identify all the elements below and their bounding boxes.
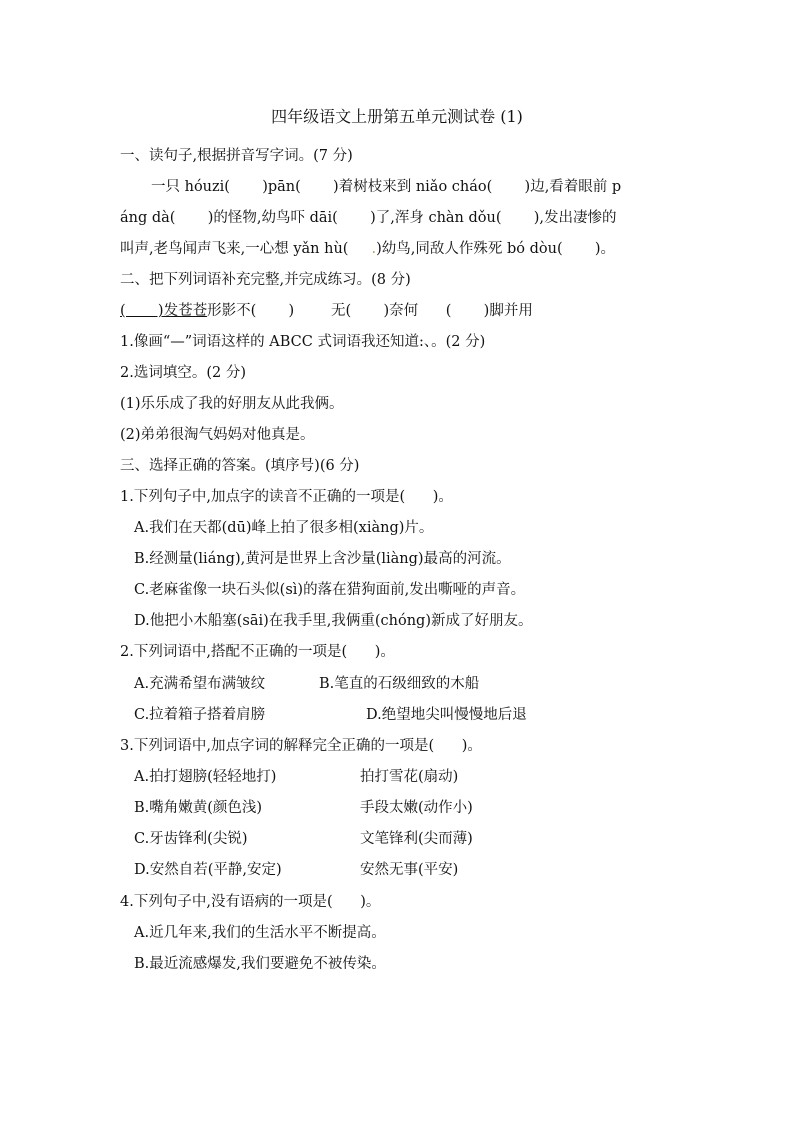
q2-stem: 2.下列词语中,搭配不正确的一项是( )。 — [120, 644, 395, 660]
section1-line-3 — [120, 239, 615, 259]
q2-option-d: D.绝望地尖叫慢慢地后退 — [366, 707, 527, 723]
q1-option-a: A.我们在天都(dū)峰上拍了很多相(xiàng)片。 — [134, 520, 434, 536]
q2-option-a: A.充满希望布满皱纹 — [134, 676, 266, 692]
q3-option-c-right: 文笔锋利(尖而薄) — [360, 831, 473, 847]
section1-heading: 一、读句子,根据拼音写字词。(7 分) — [120, 148, 353, 164]
section2-q2: 2.选词填空。(2 分) — [120, 365, 246, 381]
q1-option-c: C.老麻雀像一块石头似(sì)的落在猎狗面前,发出嘶哑的声音。 — [134, 582, 526, 598]
q1-option-b: B.经测量(liáng),黄河是世界上含沙量(liàng)最高的河流。 — [134, 551, 511, 567]
section2-q1: 1.像画“—”词语这样的 ABCC 式词语我还知道:、。(2 分) — [120, 334, 486, 350]
q3-stem: 3.下列词语中,加点字词的解释完全正确的一项是( )。 — [120, 738, 482, 754]
q3-option-b-left: B.嘴角嫩黄(颜色浅) — [134, 800, 263, 816]
q3-option-a-right: 拍打雪花(扇动) — [360, 769, 459, 785]
q4-option-b: B.最近流感爆发,我们要避免不被传染。 — [134, 956, 386, 972]
section2-q2-item-2: (2)弟弟很淘气妈妈对他真是。 — [120, 427, 315, 443]
section1-line-3-text: 叫声,老鸟闻声飞来,一心想 yǎn hù( — [120, 241, 372, 257]
q1-stem: 1.下列句子中,加点字的读音不正确的一项是( )。 — [120, 489, 453, 505]
section1-line-1: 一只 hóuzi( )pān( )着树枝来到 niǎo cháo( )边,看着眼前 p — [151, 179, 622, 195]
q3-option-d-right: 安然无事(平安) — [360, 862, 459, 878]
q4-stem: 4.下列句子中,没有语病的一项是( )。 — [120, 894, 381, 910]
section1-line-3-tail: )幼鸟,同敌人作殊死 bó dòu( )。 — [376, 241, 616, 257]
page-title: 四年级语文上册第五单元测试卷 (1) — [271, 107, 523, 126]
q3-option-b-right: 手段太嫩(动作小) — [360, 800, 473, 816]
q2-option-c: C.拉着箱子搭着肩膀 — [134, 707, 266, 723]
q1-option-d: D.他把小木船塞(sāi)在我手里,我俩重(chóng)新成了好朋友。 — [134, 613, 533, 629]
q2-option-b: B.笔直的石级细致的木船 — [319, 676, 480, 692]
section3-heading: 三、选择正确的答案。(填序号)(6 分) — [120, 458, 360, 474]
section2-heading: 二、把下列词语补充完整,并完成练习。(8 分) — [120, 272, 411, 288]
section2-fill-line — [120, 301, 533, 321]
q4-option-a: A.近几年来,我们的生活水平不断提高。 — [134, 925, 386, 941]
q3-option-d-left: D.安然自若(平静,安定) — [134, 862, 282, 878]
section2-q2-item-1: (1)乐乐成了我的好朋友从此我俩。 — [120, 396, 344, 412]
section1-line-2: áng dà( )的怪物,幼鸟吓 dāi( )了,浑身 chàn dǒu( ),发出凄惨的 — [120, 210, 617, 226]
decorative-dot: . — [371, 241, 377, 257]
q3-option-c-left: C.牙齿锋利(尖锐) — [134, 831, 248, 847]
fill-items-rest: 形影不( ) 无( )奈何 ( )脚并用 — [207, 303, 533, 319]
fill-item-underlined: ( )发苍苍 — [120, 303, 208, 319]
q3-option-a-left: A.拍打翅膀(轻轻地打) — [134, 769, 277, 785]
